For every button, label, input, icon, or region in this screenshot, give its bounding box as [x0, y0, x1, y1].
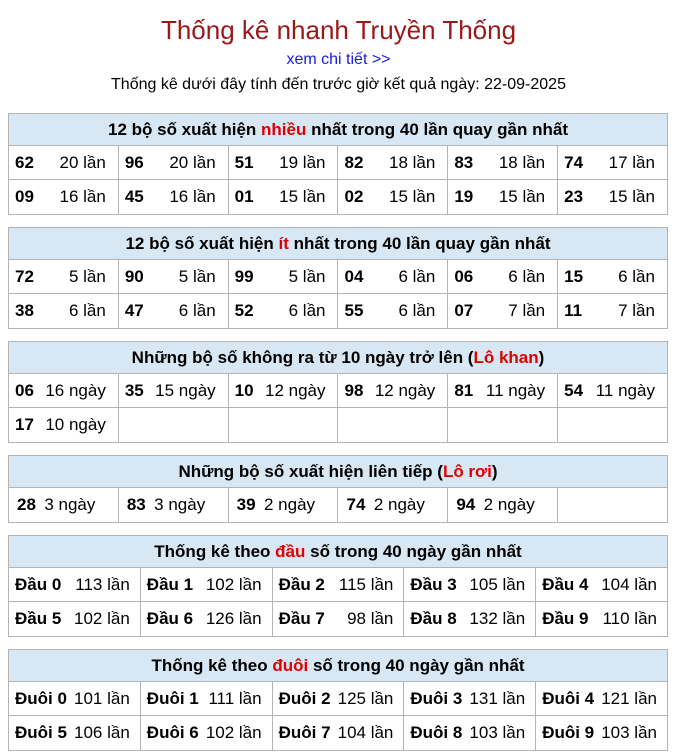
stat-cell	[119, 294, 229, 328]
stat-number: 55	[344, 301, 364, 320]
table-row	[9, 374, 667, 408]
stat-count: 6 lần	[68, 301, 106, 320]
stat-count: 12 ngày	[264, 380, 326, 400]
stat-count: 2 ngày	[483, 495, 535, 514]
page-title: Thống kê nhanh Truyền Thống	[160, 15, 517, 45]
stat-number: 54	[564, 380, 584, 400]
stat-cell	[558, 408, 667, 442]
stat-count: 6 lần	[618, 266, 655, 286]
stat-cell	[229, 146, 339, 179]
least-frequent-header: 12 bộ số xuất hiện ít nhất trong 40 lần quay gần nhất	[9, 228, 667, 260]
stat-cell	[9, 408, 119, 442]
stat-count: 12 ngày	[374, 380, 436, 400]
stat-cell	[448, 488, 558, 522]
stat-number: 23	[564, 187, 584, 206]
duoi-table	[8, 649, 668, 751]
stat-cell	[229, 294, 339, 328]
stat-count: 6 lần	[178, 301, 216, 320]
page-subtitle: Thống kê dưới đây tính đến trước giờ kết quả ngày: 22-09-2025	[111, 76, 566, 93]
stat-count: 104 lần	[601, 574, 657, 594]
stat-count: 5 lần	[288, 266, 326, 286]
stat-cell	[558, 294, 667, 328]
stat-number: Đầu 1	[146, 574, 194, 594]
stat-number: Đuôi 0	[15, 688, 67, 708]
stat-cell	[9, 568, 141, 601]
stat-cell	[229, 374, 339, 407]
stat-number: Đầu 7	[278, 609, 325, 628]
stat-count: 11 ngày	[485, 380, 546, 400]
table-row	[9, 568, 667, 602]
stat-number: 09	[15, 187, 34, 206]
stat-number: Đầu 5	[15, 609, 62, 628]
stat-cell	[9, 716, 141, 750]
stat-count: 104 lần	[337, 723, 394, 742]
stat-count: 102 lần	[74, 609, 130, 628]
stat-cell	[119, 374, 229, 407]
stat-cell	[141, 682, 273, 715]
stat-cell	[536, 602, 667, 636]
dau-header: Thống kê theo đầu số trong 40 ngày gần nhất	[9, 536, 667, 568]
stat-cell	[338, 488, 448, 522]
stat-number: Đuôi 4	[542, 688, 595, 708]
stat-number: 51	[234, 152, 254, 172]
stat-count: 2 ngày	[264, 495, 316, 514]
stat-number: Đầu 9	[542, 609, 589, 628]
stat-cell	[9, 294, 119, 328]
stat-cell	[558, 146, 667, 179]
stat-number: 01	[234, 187, 254, 206]
stat-number: Đuôi 1	[146, 688, 199, 708]
stat-number: 74	[346, 495, 366, 514]
stat-count: 15 lần	[608, 187, 655, 206]
stat-count: 15 lần	[388, 187, 436, 206]
table-row	[9, 408, 667, 442]
stat-count: 106 lần	[74, 723, 130, 742]
stat-count: 15 lần	[279, 187, 326, 206]
stat-number: Đuôi 6	[146, 723, 199, 742]
stat-cell	[448, 374, 558, 407]
stat-number: 38	[15, 301, 34, 320]
stat-cell	[536, 716, 667, 750]
stat-cell	[536, 682, 667, 715]
stat-count: 113 lần	[75, 574, 130, 594]
stat-count: 7 lần	[618, 301, 655, 320]
stat-number: 04	[344, 266, 364, 286]
stat-count: 16 ngày	[45, 380, 106, 400]
stat-cell	[448, 260, 558, 293]
lo-roi-table	[8, 455, 668, 523]
stat-number: 90	[124, 266, 144, 286]
stat-cell	[273, 716, 405, 750]
table-row	[9, 146, 667, 180]
stat-count: 6 lần	[398, 266, 436, 286]
stat-count: 131 lần	[469, 688, 526, 708]
stat-number: Đuôi 3	[410, 688, 463, 708]
stat-number: Đuôi 2	[278, 688, 331, 708]
lo-khan-header: Những bộ số không ra từ 10 ngày trở lên (Lô khan)	[9, 342, 667, 374]
stat-count: 15 ngày	[155, 380, 216, 400]
stat-number: 52	[234, 301, 254, 320]
stat-cell	[273, 568, 405, 601]
stat-number: 45	[124, 187, 144, 206]
stat-number: Đuôi 8	[410, 723, 463, 742]
stat-cell	[273, 602, 405, 636]
stat-count: 5 lần	[178, 266, 216, 286]
stat-number: Đuôi 7	[278, 723, 331, 742]
stat-number: 06	[15, 380, 34, 400]
stat-number: 62	[15, 152, 34, 172]
stat-count: 11 ngày	[595, 380, 655, 400]
stat-cell	[141, 568, 273, 601]
stat-number: 15	[564, 266, 584, 286]
most-frequent-table	[8, 113, 668, 215]
stat-count: 103 lần	[601, 723, 657, 742]
stat-cell	[273, 682, 405, 715]
stat-cell	[119, 488, 229, 522]
least-frequent-table	[8, 227, 668, 329]
stat-count: 15 lần	[498, 187, 546, 206]
stat-count: 18 lần	[388, 152, 436, 172]
stat-cell	[9, 260, 119, 293]
stat-count: 102 lần	[205, 723, 262, 742]
stat-number: 07	[454, 301, 474, 320]
stat-count: 20 lần	[169, 152, 216, 172]
stat-number: 81	[454, 380, 474, 400]
stat-number: 74	[564, 152, 584, 172]
stat-cell	[119, 408, 229, 442]
stat-cell	[141, 602, 273, 636]
stat-cell	[448, 294, 558, 328]
stat-cell	[9, 180, 119, 214]
stat-count: 115 lần	[338, 574, 394, 594]
stat-cell	[404, 682, 536, 715]
stat-cell	[119, 180, 229, 214]
stat-number: 83	[126, 495, 146, 514]
stat-number: 99	[234, 266, 254, 286]
stat-number: 11	[564, 301, 583, 320]
stat-cell	[9, 488, 119, 522]
stat-cell	[229, 260, 339, 293]
stat-count: 102 lần	[205, 574, 262, 594]
stat-cell	[338, 294, 448, 328]
stat-number: 19	[454, 187, 474, 206]
detail-link[interactable]: xem chi tiết >>	[286, 51, 391, 68]
stat-count: 3 ngày	[154, 495, 206, 514]
stat-cell	[119, 146, 229, 179]
stat-cell	[558, 488, 667, 522]
stat-count: 17 lần	[608, 152, 655, 172]
stat-cell	[558, 260, 667, 293]
stat-number: 72	[15, 266, 34, 286]
stat-count: 16 lần	[59, 187, 106, 206]
duoi-header: Thống kê theo đuôi số trong 40 ngày gần nhất	[9, 650, 667, 682]
stat-cell	[9, 374, 119, 407]
table-row	[9, 716, 667, 750]
stat-count: 132 lần	[469, 609, 526, 628]
stat-count: 98 lần	[347, 609, 394, 628]
stat-number: Đầu 2	[278, 574, 325, 594]
stat-cell	[229, 408, 339, 442]
stat-count: 111 lần	[208, 688, 262, 708]
stat-count: 5 lần	[68, 266, 106, 286]
stat-cell	[229, 488, 339, 522]
stat-cell	[448, 408, 558, 442]
stat-count: 103 lần	[469, 723, 526, 742]
stat-count: 126 lần	[205, 609, 262, 628]
stat-number: Đầu 8	[410, 609, 457, 628]
stat-cell	[404, 568, 536, 601]
stat-count: 2 ngày	[373, 495, 425, 514]
table-row	[9, 602, 667, 636]
stat-cell	[338, 408, 448, 442]
stat-number: 47	[124, 301, 144, 320]
stat-count: 125 lần	[337, 688, 394, 708]
table-row	[9, 294, 667, 328]
stat-number: Đuôi 9	[542, 723, 595, 742]
stat-cell	[9, 682, 141, 715]
table-row	[9, 488, 667, 522]
stat-number: 02	[344, 187, 364, 206]
most-frequent-header: 12 bộ số xuất hiện nhiều nhất trong 40 lần quay gần nhất	[9, 114, 667, 146]
stat-number: 10	[234, 380, 254, 400]
dau-table	[8, 535, 668, 637]
stat-cell	[338, 146, 448, 179]
stat-cell	[558, 180, 667, 214]
stat-number: Đuôi 5	[15, 723, 67, 742]
stat-cell	[141, 716, 273, 750]
stat-count: 110 lần	[602, 609, 657, 628]
stat-number: 83	[454, 152, 474, 172]
stat-count: 105 lần	[469, 574, 526, 594]
stat-cell	[448, 180, 558, 214]
stat-number: 35	[124, 380, 144, 400]
stat-cell	[9, 146, 119, 179]
table-row	[9, 180, 667, 214]
stat-number: 98	[344, 380, 364, 400]
stat-cell	[404, 716, 536, 750]
stat-number: Đầu 4	[542, 574, 589, 594]
stat-count: 121 lần	[601, 688, 657, 708]
stat-cell	[448, 146, 558, 179]
stat-count: 19 lần	[279, 152, 326, 172]
stat-count: 101 lần	[74, 688, 130, 708]
stat-number: Đầu 6	[146, 609, 194, 628]
stat-number: 96	[124, 152, 144, 172]
stat-number: 28	[17, 495, 36, 514]
stat-count: 18 lần	[498, 152, 546, 172]
stat-count: 3 ngày	[44, 495, 96, 514]
stat-count: 6 lần	[508, 266, 546, 286]
stat-count: 10 ngày	[45, 415, 106, 434]
stat-count: 7 lần	[508, 301, 546, 320]
stat-count: 16 lần	[169, 187, 216, 206]
stat-count: 20 lần	[59, 152, 106, 172]
stat-cell	[338, 374, 448, 407]
stat-cell	[338, 180, 448, 214]
stat-cell	[229, 180, 339, 214]
stat-number: 39	[236, 495, 256, 514]
stat-number: 17	[15, 415, 34, 434]
stat-number: Đầu 3	[410, 574, 457, 594]
stat-count: 6 lần	[398, 301, 436, 320]
stat-cell	[9, 602, 141, 636]
stat-number: 82	[344, 152, 364, 172]
table-row	[9, 682, 667, 716]
lo-khan-table	[8, 341, 668, 443]
stat-cell	[404, 602, 536, 636]
stat-cell	[119, 260, 229, 293]
stat-cell	[338, 260, 448, 293]
stat-cell	[558, 374, 667, 407]
lo-roi-header: Những bộ số xuất hiện liên tiếp (Lô rơi)	[9, 456, 667, 488]
stat-cell	[536, 568, 667, 601]
stat-number: 06	[454, 266, 474, 286]
table-row	[9, 260, 667, 294]
stat-number: Đầu 0	[15, 574, 62, 594]
stat-count: 6 lần	[288, 301, 326, 320]
stat-number: 94	[456, 495, 476, 514]
